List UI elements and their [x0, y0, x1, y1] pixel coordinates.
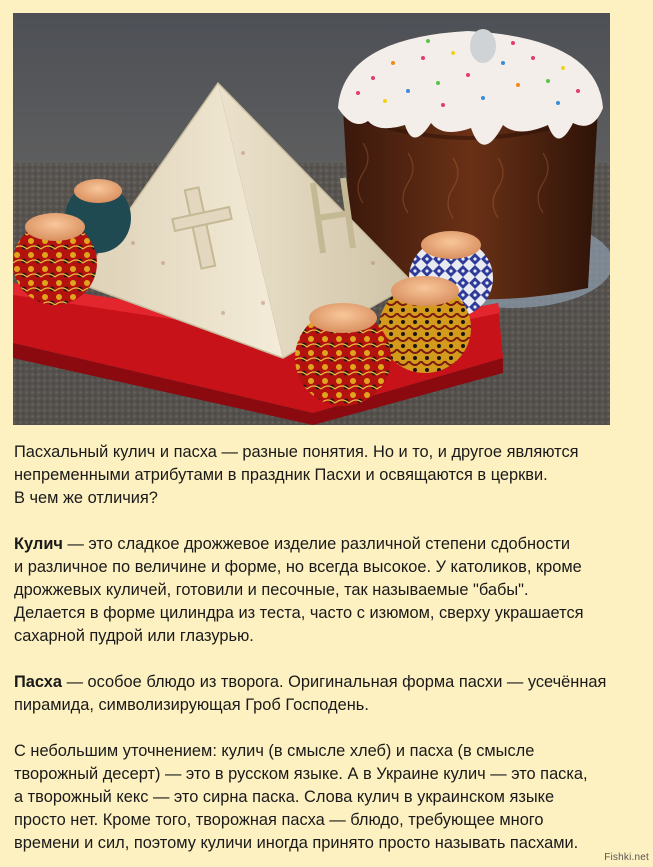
- easter-photo: [13, 13, 610, 425]
- text-line: Пасхальный кулич и пасха — разные понятия. Но и то, и другое являются: [14, 443, 579, 461]
- paskha-paragraph: [14, 671, 646, 717]
- text-line: просто нет. Кроме того, творожная пасха — блюдо, требующее много: [14, 811, 544, 829]
- site-watermark: Fishki.net: [604, 852, 649, 863]
- painted-egg-icon: [295, 303, 391, 406]
- text-line: В чем же отличия?: [14, 489, 158, 507]
- easter-photo-illustration: [13, 13, 610, 425]
- painted-egg-icon: [13, 213, 97, 305]
- term-kulich: Кулич: [14, 535, 63, 553]
- text-line: времени и сил, поэтому куличи иногда принято просто называть пасхами.: [14, 834, 579, 852]
- text-line: Делается в форме цилиндра из теста, часто с изюмом, сверху украшается: [14, 604, 584, 622]
- text-fragment: — это сладкое дрожжевое изделие различной степени сдобности: [62, 535, 570, 553]
- text-line: пирамида, символизирующая Гроб Господень.: [14, 696, 369, 714]
- text-line: и различное по величине и форме, но всегда высокое. У католиков, кроме: [14, 558, 582, 576]
- kulich-paragraph: [14, 533, 646, 648]
- text-fragment: — особое блюдо из творога. Оригинальная форма пасхи — усечённая: [62, 673, 607, 691]
- text-line: [14, 671, 646, 694]
- text-line: С небольшим уточнением: кулич (в смысле хлеб) и пасха (в смысле: [14, 742, 535, 760]
- text-line: непременными атрибутами в праздник Пасхи и освящаются в церкви.: [14, 466, 548, 484]
- text-line: а творожный кекс — это сирна паска. Слова кулич в украинском языке: [14, 788, 555, 806]
- text-line: творожный десерт) — это в русском языке. А в Украине кулич — это паска,: [14, 765, 588, 783]
- painted-egg-icon: [379, 276, 471, 373]
- text-line: сахарной пудрой или глазурью.: [14, 627, 254, 645]
- text-line: дрожжевых куличей, готовили и песочные, так называемые "бабы".: [14, 581, 529, 599]
- text-line: [14, 533, 646, 556]
- clarification-paragraph: [14, 740, 646, 855]
- term-paskha: Пасха: [14, 673, 63, 691]
- intro-paragraph: [14, 441, 646, 510]
- article: [14, 441, 646, 855]
